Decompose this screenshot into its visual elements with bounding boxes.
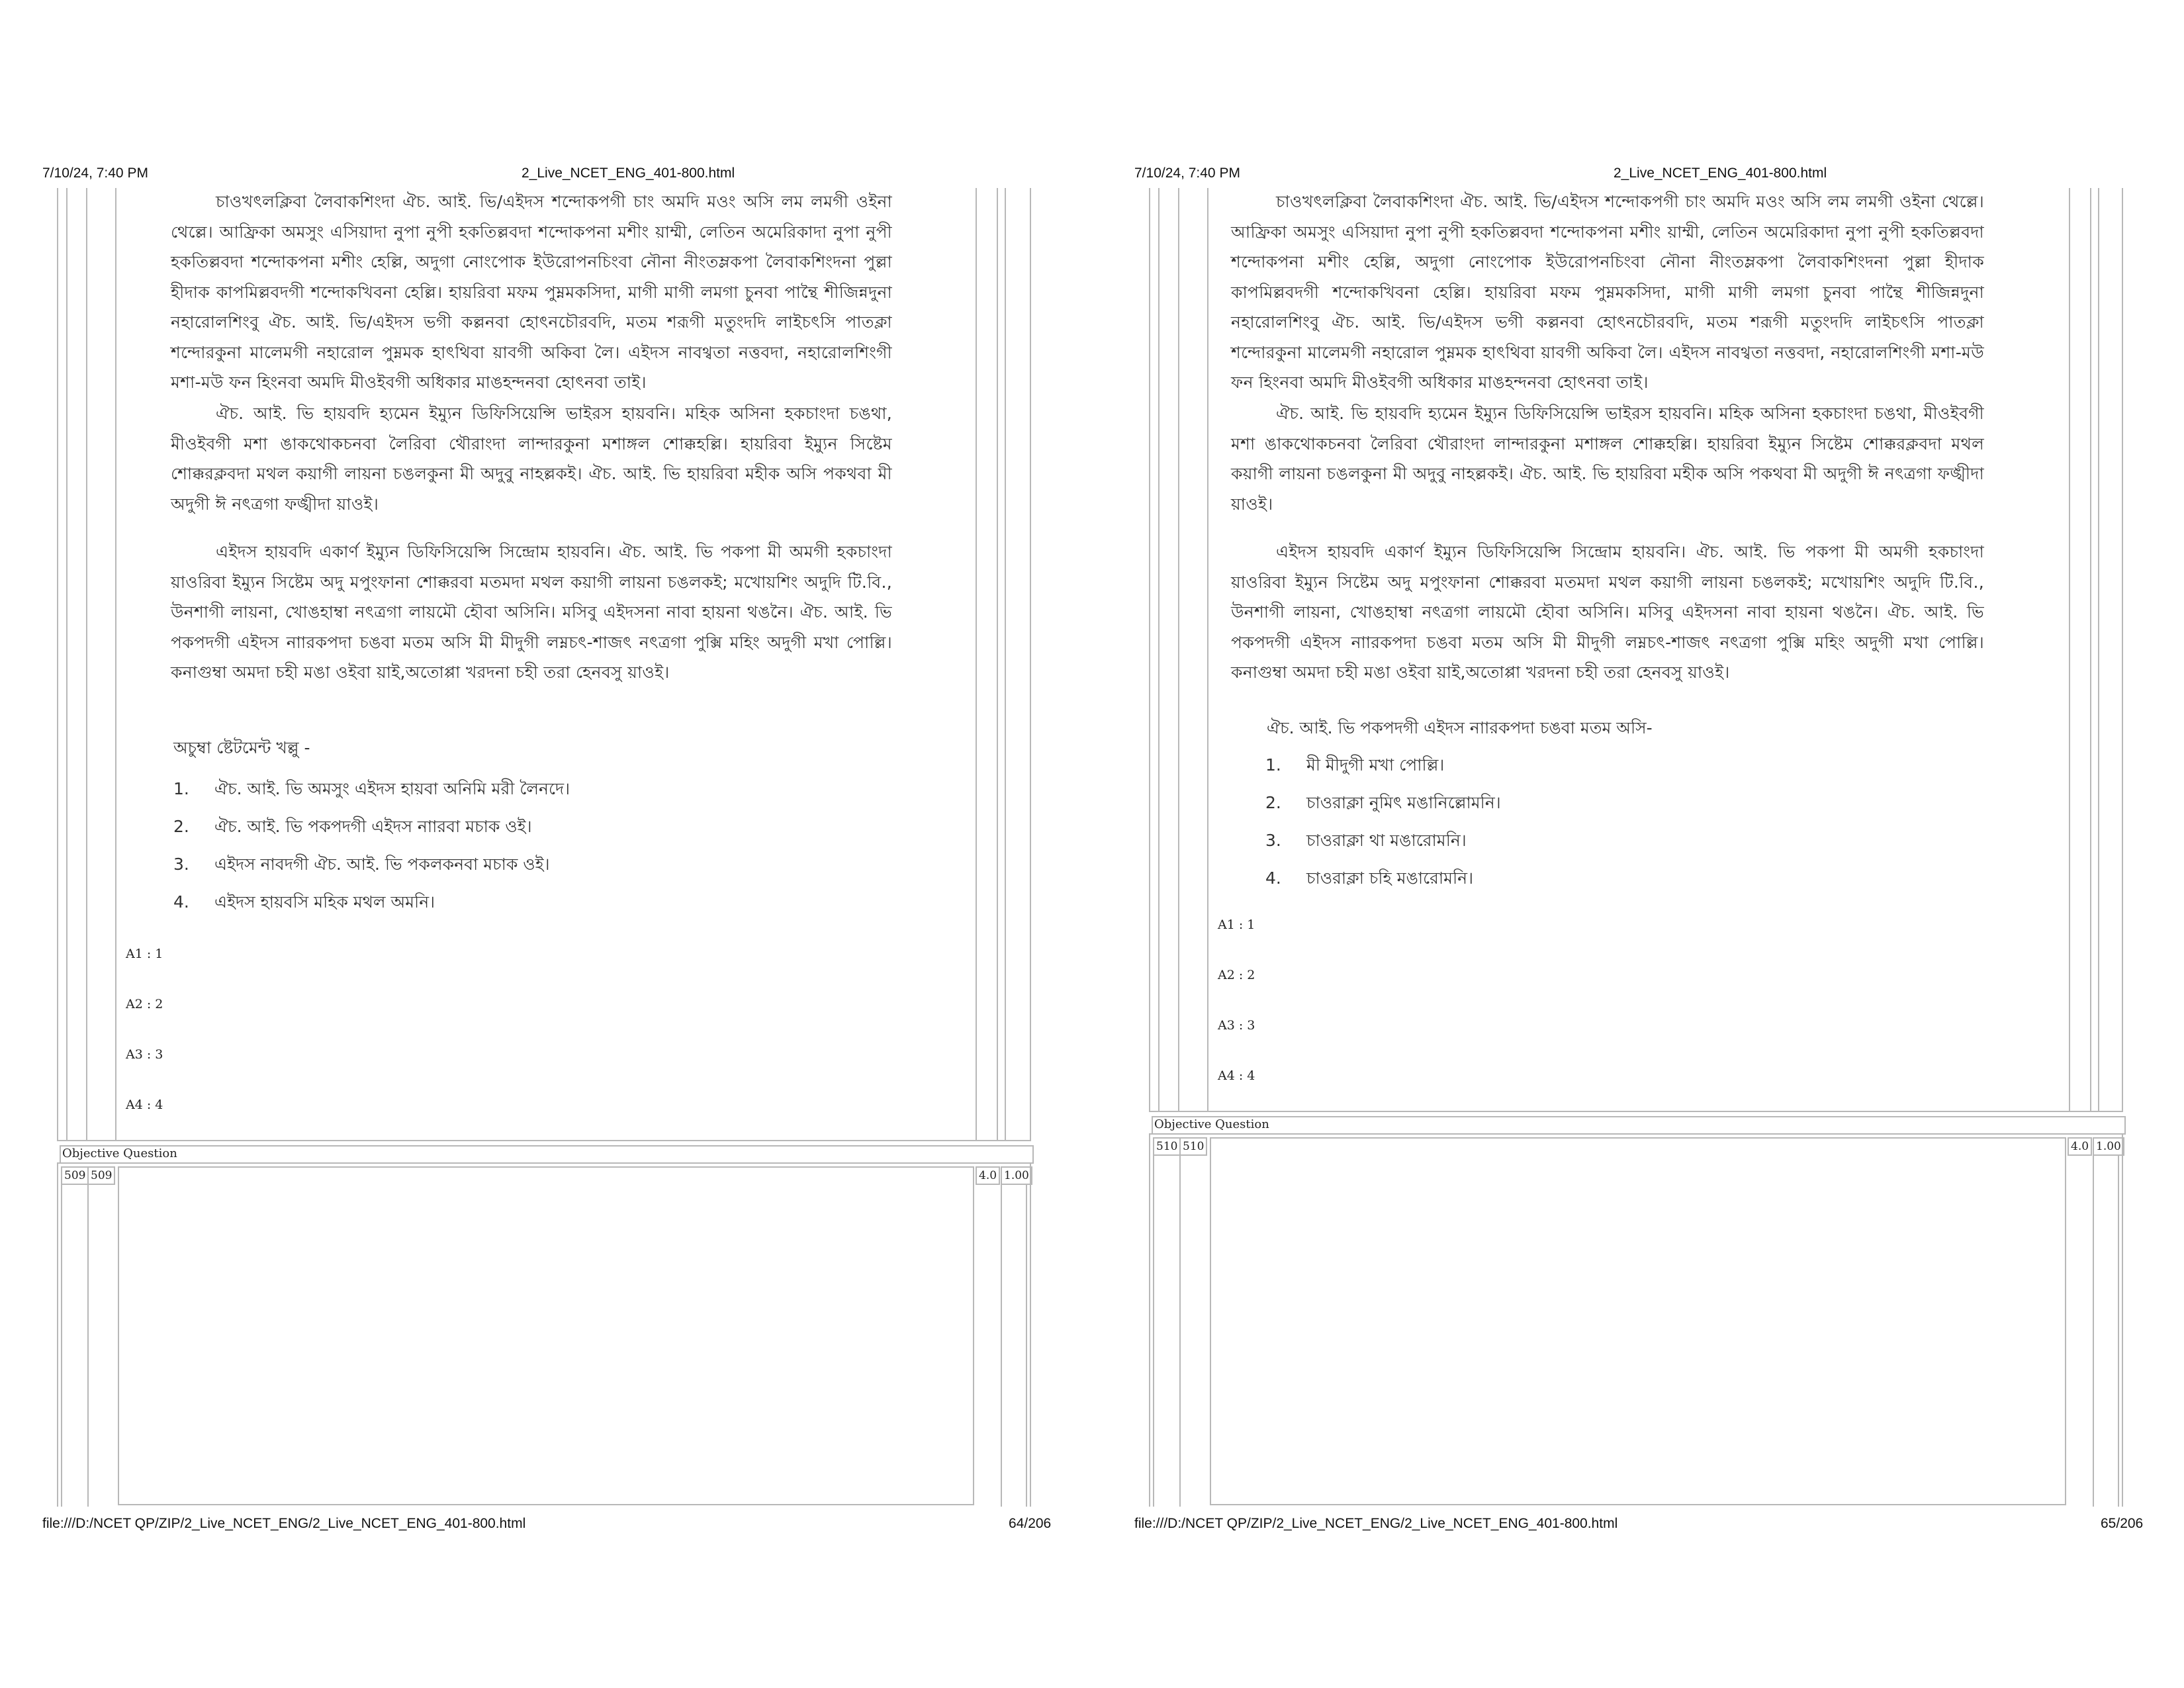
- table-border: [1001, 1185, 1002, 1507]
- objective-question-label: Objective Question: [1154, 1117, 1269, 1131]
- answer-option: A2 : 2: [1218, 968, 1255, 982]
- footer-file-path: file:///D:/NCET QP/ZIP/2_Live_NCET_ENG/2_Live_NCET_ENG_401-800.html: [1134, 1516, 1618, 1531]
- option-item: 4. এইদস হায়বসি মহিক মথল অমনি।: [173, 892, 435, 912]
- footer-page-number: 64/206: [1009, 1516, 1052, 1531]
- passage-paragraph: ঐচ. আই. ভি হায়বদি হ্যমেন ইম্যুন ডিফিসিয়েন্সি ভাইরস হায়বনি। মহিক অসিনা হকচাংদা চঙথা, মীওইবগী মশা ঙাকথোকচনবা লৈরিবা থৌরাংদা লান্দারকুনা মশাঙ্গল শোক্কহল্লি। হায়রিবা ইম্যুন সিষ্টেম শোক্করক্লবদা মথল কয়াগী লায়না চঙলকুনা মী অদুবু নাহল্লকই। ঐচ. আই. ভি হায়রিবা মহীক অসি পকথবা মী অদুগী ঈ নৎত্রগা ফঙ্খীদা য়াওই।: [1231, 404, 1984, 514]
- table-border: [2093, 1156, 2094, 1507]
- option-item: 1. ঐচ. আই. ভি অমসুং এইদস হায়বা অনিমি মরী লৈনদে।: [173, 779, 570, 798]
- header-datetime: 7/10/24, 7:40 PM: [42, 165, 148, 181]
- option-item: 3. চাওরাক্লা থা মঙারোমনি।: [1265, 831, 1467, 850]
- header-datetime: 7/10/24, 7:40 PM: [1134, 165, 1240, 181]
- answer-option: A4 : 4: [1218, 1068, 1255, 1083]
- table-border: [1207, 188, 1208, 1112]
- table-border: [57, 188, 58, 1141]
- objective-question-row: [1152, 1116, 2126, 1135]
- answer-option: A3 : 3: [126, 1047, 163, 1062]
- table-border: [1149, 188, 1150, 1112]
- answer-option: A1 : 1: [126, 947, 163, 961]
- objective-question-row: [60, 1145, 1034, 1164]
- negative-marks-cell: 1.00: [2093, 1137, 2124, 1156]
- question-number-cell: 509: [61, 1166, 89, 1185]
- table-border: [1005, 188, 1006, 1141]
- answer-option: A4 : 4: [126, 1098, 163, 1112]
- table-border: [1026, 1185, 1027, 1507]
- table-border: [1178, 188, 1179, 1112]
- passage-paragraph: চাওখৎলক্লিবা লৈবাকশিংদা ঐচ. আই. ভি/এইদস শন্দোকপগী চাং অমদি মওং অসি লম লমগী ওইনা থেল্লে। আফ্রিকা অমসুং এসিয়াদা নুপা নুপী হকতিল্লবদা শন্দোকপনা মশীং য়াম্মী, লেতিন অমেরিকাদা নুপা নুপী হকতিল্লবদা শন্দোকপনা মশীং হেল্লি, অদুগা নোংপোক ইউরোপনচিংবা নৌনা নীংতম্লকপা লৈবাকশিংদনা পুল্লা হীদাক কাপমিল্লবদগী শন্দোকখিবনা হেল্লি। হায়রিবা মফম পুম্নমকসিদা, মাগী মাগী লমগা চুনবা পান্থৈ শীজিন্নদুনা নহারোলশিংবু ঐচ. আই. ভি/এইদস ভগী কল্লনবা হোৎনচৌরবদি, মতম শরূগী মতুংদদি লাইচৎসি পাতক্লা শন্দোরকুনা মালেমগী নহারোল পুম্নমক হাৎথিবা য়াবগী অকিবা লৈ। এইদস নাবথ্বতা নত্তবদা, নহারোলশিংগী মশা-মউ ফন হিংনবা অমদি মীওইবগী অধিকার মাঙহন্দনবা হোৎনবা তাই।: [171, 192, 892, 392]
- table-border: [2118, 1156, 2119, 1507]
- table-border: [2098, 188, 2099, 1112]
- answer-option: A1 : 1: [1218, 917, 1255, 932]
- table-border: [976, 188, 977, 1141]
- table-border: [115, 188, 116, 1141]
- question-number-cell: 510: [1153, 1137, 1181, 1156]
- passage-paragraph: এইদস হায়বদি একার্ণ ইম্যুন ডিফিসিয়েন্সি সিন্দ্রোম হায়বনি। ঐচ. আই. ভি পকপা মী অমগী হকচাংদা য়াওরিবা ইম্যুন সিষ্টেম অদু মপুংফানা শোক্করবা মতমদা মথল কয়াগী লায়না চঙলকই; মখোয়শিং অদুদি টি.বি., উনশাগী লায়না, খোঙহাম্বা নৎত্রগা লায়মৌ হৌবা অসিনি। মসিবু এইদসনা নাবা হায়না থঙনৈ। ঐচ. আই. ভি পকপদগী এইদস নাারকপদা চঙবা মতম অসি মী মীদুগী লম্নচৎ-শাজৎ নৎত্রগা পুক্সি মহিং অদুগী মখা পোল্লি। কনাগুম্বা অমদা চহী মঙা ওইবা য়াই,অতোপ্পা খরদনা চহী তরা হেনবসু য়াওই।: [171, 542, 892, 682]
- passage-paragraph: এইদস হায়বদি একার্ণ ইম্যুন ডিফিসিয়েন্সি সিন্দ্রোম হায়বনি। ঐচ. আই. ভি পকপা মী অমগী হকচাংদা য়াওরিবা ইম্যুন সিষ্টেম অদু মপুংফানা শোক্করবা মতমদা মথল কয়াগী লায়না চঙলকই; মখোয়শিং অদুদি টি.বি., উনশাগী লায়না, খোঙহাম্বা নৎত্রগা লায়মৌ হৌবা অসিনি। মসিবু এইদসনা নাবা হায়না থঙনৈ। ঐচ. আই. ভি পকপদগী এইদস নাারকপদা চঙবা মতম অসি মী মীদুগী লম্নচৎ-শাজৎ নৎত্রগা পুক্সি মহিং অদুগী মখা পোল্লি। কনাগুম্বা অমদা চহী মঙা ওইবা য়াই,অতোপ্পা খরদনা চহী তরা হেনবসু য়াওই।: [1231, 542, 1984, 682]
- table-border: [2122, 1133, 2123, 1507]
- option-item: 4. চাওরাক্লা চহি মঙারোমনি।: [1265, 868, 1474, 888]
- table-border: [1149, 1133, 2123, 1135]
- question-id-cell: 509: [87, 1166, 115, 1185]
- option-item: 1. মী মীদুগী মখা পোল্লি।: [1265, 755, 1445, 774]
- table-border: [2122, 188, 2123, 1112]
- table-border: [1149, 1133, 1150, 1507]
- passage-paragraph: চাওখৎলক্লিবা লৈবাকশিংদা ঐচ. আই. ভি/এইদস শন্দোকপগী চাং অমদি মওং অসি লম লমগী ওইনা থেল্লে। আফ্রিকা অমসুং এসিয়াদা নুপা নুপী হকতিল্লবদা শন্দোকপনা মশীং য়াম্মী, লেতিন অমেরিকাদা নুপা নুপী হকতিল্লবদা শন্দোকপনা মশীং হেল্লি, অদুগা নোংপোক ইউরোপনচিংবা নৌনা নীংতম্লকপা লৈবাকশিংদনা পুল্লা হীদাক কাপমিল্লবদগী শন্দোকখিবনা হেল্লি। হায়রিবা মফম পুম্নমকসিদা, মাগী মাগী লমগা চুনবা পান্থৈ শীজিন্নদুনা নহারোলশিংবু ঐচ. আই. ভি/এইদস ভগী কল্লনবা হোৎনচৌরবদি, মতম শরূগী মতুংদদি লাইচৎসি পাতক্লা শন্দোরকুনা মালেমগী নহারোল পুম্নমক হাৎথিবা য়াবগী অকিবা লৈ। এইদস নাবথ্বতা নত্তবদা, নহারোলশিংগী মশা-মউ ফন হিংনবা অমদি মীওইবগী অধিকার মাঙহন্দনবা হোৎনবা তাই।: [1231, 192, 1984, 392]
- negative-marks-cell: 1.00: [1001, 1166, 1032, 1185]
- footer-file-path: file:///D:/NCET QP/ZIP/2_Live_NCET_ENG/2_Live_NCET_ENG_401-800.html: [42, 1516, 526, 1531]
- table-border: [1153, 1156, 1154, 1507]
- page-65: [1092, 0, 2184, 1688]
- header-title: 2_Live_NCET_ENG_401-800.html: [1614, 165, 1827, 181]
- table-border: [61, 1185, 62, 1507]
- table-border: [87, 1185, 89, 1507]
- table-border: [57, 1162, 1031, 1164]
- header-title: 2_Live_NCET_ENG_401-800.html: [522, 165, 735, 181]
- answer-option: A2 : 2: [126, 997, 163, 1011]
- question-stem: অচুম্বা ষ্টেটমেন্ট খল্লু -: [173, 738, 310, 757]
- footer-page-number: 65/206: [2101, 1516, 2144, 1531]
- marks-cell: 4.0: [2068, 1137, 2092, 1156]
- table-border: [86, 188, 87, 1141]
- table-border: [1030, 1162, 1031, 1507]
- table-border: [57, 1162, 58, 1507]
- option-item: 2. ঐচ. আই. ভি পকপদগী এইদস নাারবা মচাক ওই।: [173, 817, 532, 836]
- option-item: 3. এইদস নাবদগী ঐচ. আই. ভি পকলকনবা মচাক ওই।: [173, 855, 550, 874]
- table-border: [66, 188, 68, 1141]
- table-border: [1158, 188, 1160, 1112]
- table-border: [1030, 188, 1031, 1141]
- table-border: [2090, 188, 2091, 1112]
- marks-cell: 4.0: [976, 1166, 1000, 1185]
- table-border: [1149, 1111, 2123, 1112]
- question-body-cell: [118, 1166, 974, 1505]
- table-border: [997, 188, 998, 1141]
- answer-option: A3 : 3: [1218, 1018, 1255, 1033]
- table-border: [57, 1140, 1031, 1141]
- question-body-cell: [1210, 1137, 2066, 1505]
- question-id-cell: 510: [1179, 1137, 1207, 1156]
- question-stem: ঐচ. আই. ভি পকপদগী এইদস নাারকপদা চঙবা মতম অসি-: [1267, 718, 1653, 737]
- option-item: 2. চাওরাক্লা নুমিৎ মঙানিল্লোমনি।: [1265, 793, 1501, 812]
- table-border: [1179, 1156, 1181, 1507]
- table-border: [2069, 188, 2070, 1112]
- passage-paragraph: ঐচ. আই. ভি হায়বদি হ্যমেন ইম্যুন ডিফিসিয়েন্সি ভাইরস হায়বনি। মহিক অসিনা হকচাংদা চঙথা, মীওইবগী মশা ঙাকথোকচনবা লৈরিবা থৌরাংদা লান্দারকুনা মশাঙ্গল শোক্কহল্লি। হায়রিবা ইম্যুন সিষ্টেম শোক্করক্লবদা মথল কয়াগী লায়না চঙলকুনা মী অদুবু নাহল্লকই। ঐচ. আই. ভি হায়রিবা মহীক অসি পকথবা মী অদুগী ঈ নৎত্রগা ফঙ্খীদা য়াওই।: [171, 404, 892, 514]
- objective-question-label: Objective Question: [62, 1147, 177, 1160]
